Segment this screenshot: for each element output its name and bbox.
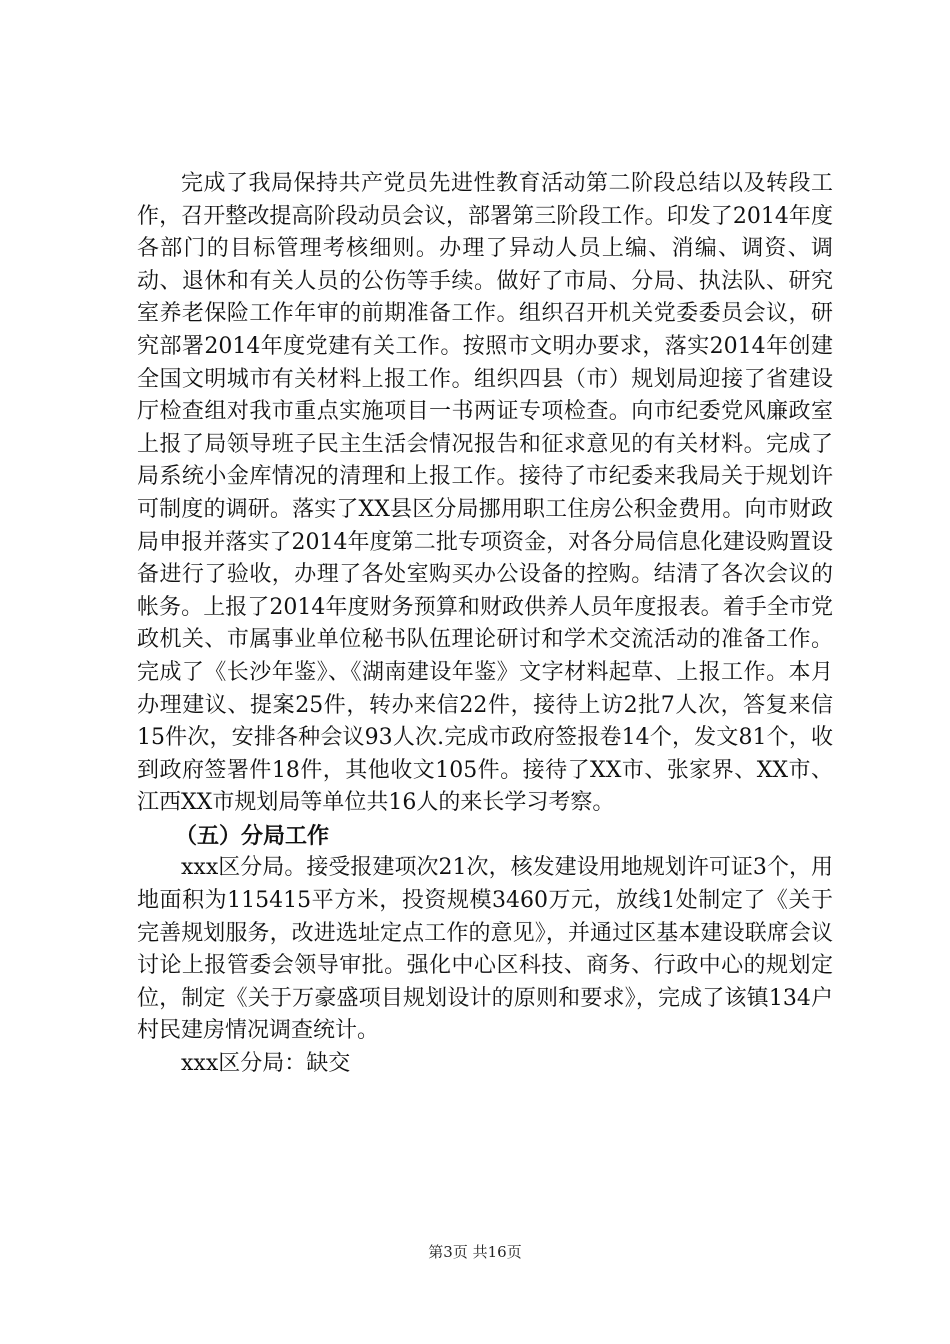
section-heading: （五）分局工作 [175,822,330,849]
paragraph-branch-missing: xxx区分局：缺交 [181,1051,351,1077]
page-footer: 第3页 共16页 [428,1243,522,1261]
paragraph-work-summary: 完成了我局保持共产党员先进性教育活动第二阶段总结以及转段工作，召开整改提高阶段动员会议，部署第三阶段工作。印发了2014年度各部门的目标管理考核细则。办理了异动人员上编、消编、调资、调动、退休和有关人员的公伤等手续。做好了市局、分局、执法队、研究室养老保险工作年审的前期准备工作。组织召开机关党委委员会议，研究部署2014年度党建有关工作。按照市文明办要求，落实2014年创建全国文明城市有关材料上报工作。组织四县（市）规划局迎接了省建设厅检查组对我市重点实施项目一书两证专项检查。向市纪委党风廉政室上报了局领导班子民主生活会情况报告和征求意见的有关材料。完成了局系统小金库情况的清理和上报工作。接待了市纪委来我局关于规划许可制度的调研。落实了XX县区分局挪用职工住房公积金费用。向市财政局申报并落实了2014年度第二批专项资金，对各分局信息化建设购置设备进行了验收，办理了各处室购买办公设备的控购。结清了各次会议的帐务。上报了2014年度财务预算和财政供养人员年度报表。着手全市党政机关、市属事业单位秘书队伍理论研讨和学术交流活动的准备工作。完成了《长沙年鉴》、《湖南建设年鉴》文字材料起草、上报工作。本月办理建议、提案25件，转办来信22件，接待上访2批7人次，答复来信15件次，安排各种会议93人次.完成市政府签报卷14个，发文81个，收到政府签署件18件，其他收文105件。接待了XX市、张家界、XX市、江西XX市规划局等单位共16人的来长学习考察。 [137,171,833,816]
paragraph-branch-work: xxx区分局。接受报建项次21次，核发建设用地规划许可证3个，用地面积为115415平方米，投资规模3460万元，放线1处制定了《关于完善规划服务，改进选址定点工作的意见》，并通过区基本建设联席会议讨论上报管委会领导审批。强化中心区科技、商务、行政中心的规划定位，制定《关于万豪盛项目规划设计的原则和要求》，完成了该镇134户村民建房情况调查统计。 [137,855,833,1044]
document-body [137,168,833,1081]
